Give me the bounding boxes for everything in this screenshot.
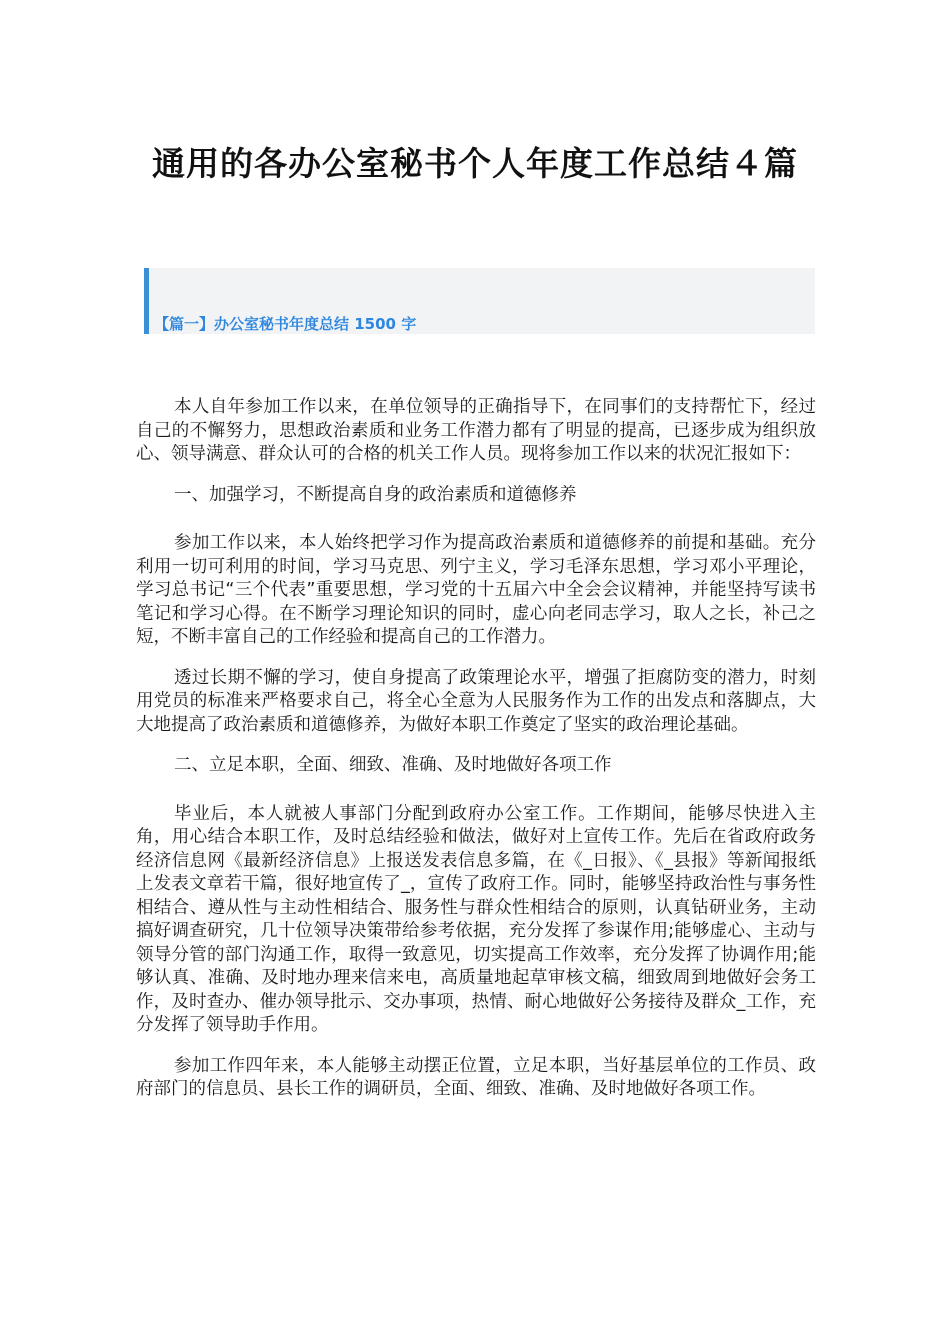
section-heading: 【篇一】办公室秘书年度总结 1500 字 [154, 315, 417, 333]
subheading-2: 二、立足本职，全面、细致、准确、及时地做好各项工作 [174, 755, 612, 775]
section-header-box [144, 268, 815, 334]
subheading-1: 一、加强学习，不断提高自身的政治素质和道德修养 [174, 484, 577, 505]
document-title: 通用的各办公室秘书个人年度工作总结４篇 [152, 144, 798, 183]
paragraph-study: 参加工作以来，本人始终把学习作为提高政治素质和道德修养的前提和基础。充分利用一切可利用的时间，学习马克思、列宁主义，学习毛泽东思想，学习邓小平理论，学习总书记“三个代表”重要思想，学习党的十五届六中全会会议精神，并能坚持写读书笔记和学习心得。在不断学习理论知识的同时，虚心向老同志学习，取人之长，补己之短，不断丰富自己的工作经验和提高自己的工作潜力。 [136, 533, 816, 647]
document-body [136, 396, 816, 1119]
paragraph-work: 毕业后，本人就被人事部门分配到政府办公室工作。工作期间，能够尽快进入主角，用心结合本职工作，及时总结经验和做法，做好对上宣传工作。先后在省政府政务经济信息网《最新经济信息》上报送发表信息多篇，在《_日报》、《_县报》等新闻报纸上发表文章若干篇，很好地宣传了_，宣传了政府工作。同时，能够坚持政治性与事务性相结合、遵从性与主动性相结合、服务性与群众性相结合的原则，认真钻研业务，主动搞好调查研究，几十位领导决策带给参考依据，充分发挥了参谋作用;能够虚心、主动与领导分管的部门沟通工作，取得一致意见，切实提高工作效率，充分发挥了协调作用;能够认真、准确、及时地办理来信来电，高质量地起草审核文稿，细致周到地做好会务工作，及时查办、催办领导批示、交办事项，热情、耐心地做好公务接待及群众_工作，充分发挥了领导助手作用。 [136, 803, 816, 1035]
paragraph-intro: 本人自年参加工作以来，在单位领导的正确指导下，在同事们的支持帮忙下，经过自己的不懈努力，思想政治素质和业务工作潜力都有了明显的提高，已逐步成为组织放心、领导满意、群众认可的合格的机关工作人员。现将参加工作以来的状况汇报如下： [136, 397, 816, 464]
paragraph-summary: 参加工作四年来，本人能够主动摆正位置，立足本职，当好基层单位的工作员、政府部门的信息员、县长工作的调研员，全面、细致、准确、及时地做好各项工作。 [136, 1055, 816, 1099]
paragraph-study-result: 透过长期不懈的学习，使自身提高了政策理论水平，增强了拒腐防变的潜力，时刻用党员的标准来严格要求自己，将全心全意为人民服务作为工作的出发点和落脚点，大大地提高了政治素质和道德修养，为做好本职工作奠定了坚实的政治理论基础。 [136, 667, 816, 735]
